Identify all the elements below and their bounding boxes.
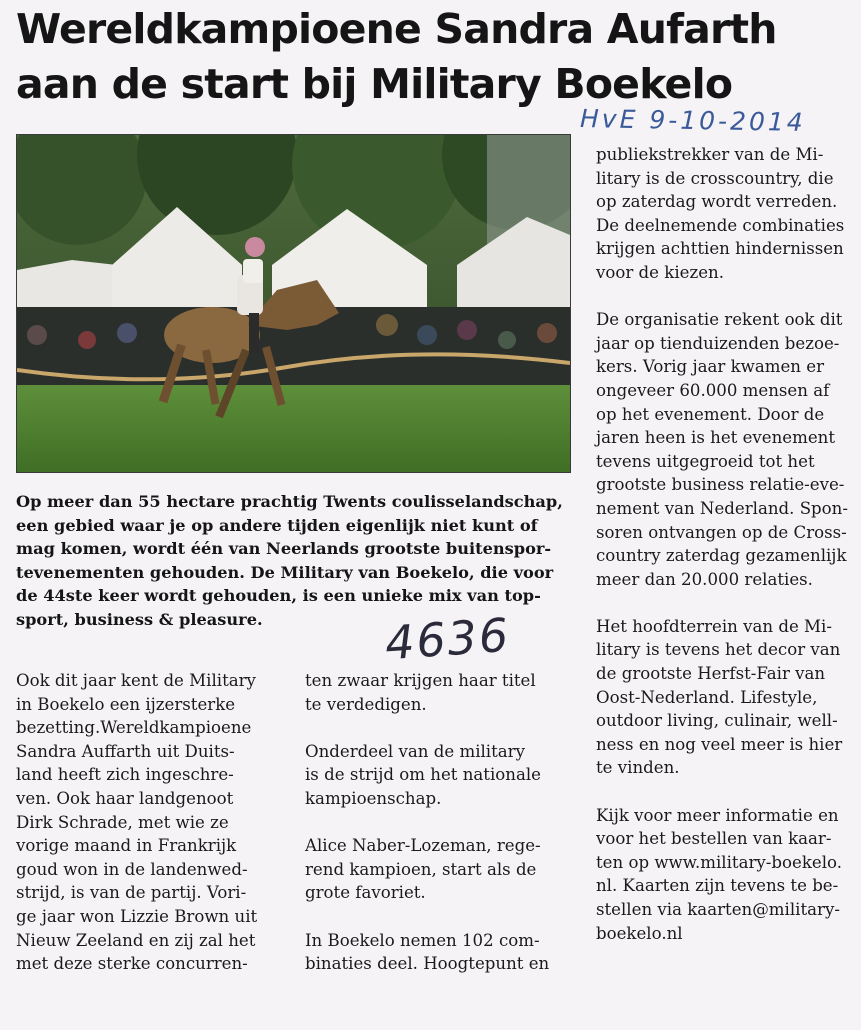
text-line: De deelnemende combinaties: [596, 215, 845, 235]
text-line: op het evenement. Door de: [596, 404, 825, 424]
text-line: jaren heen is het evenement: [596, 428, 836, 448]
text-line: ven. Ook haar landgenoot: [16, 788, 234, 808]
intro-line: mag komen, wordt één van Neerlands grootste buitenspor-: [16, 539, 552, 558]
text-line: kampioenschap.: [305, 788, 442, 808]
text-line: is de strijd om het nationale: [305, 765, 541, 785]
intro-line: sport, business & pleasure.: [16, 609, 263, 629]
horse-rider-photo: [16, 134, 571, 473]
text-line: op zaterdag wordt verreden.: [596, 192, 838, 212]
text-line: Oost-Nederland. Lifestyle,: [596, 687, 818, 707]
article-column-right: [596, 143, 858, 969]
text-line: In Boekelo nemen 102 com-: [305, 930, 540, 950]
text-line: meer dan 20.000 relaties.: [596, 569, 813, 589]
article-column-left: [16, 669, 286, 999]
text-line: met deze sterke concurren-: [16, 954, 248, 974]
handwritten-date-annotation: HvE 9-10-2014: [579, 104, 806, 137]
text-line: Dirk Schrade, met wie ze: [16, 812, 229, 832]
text-line: ge jaar won Lizzie Brown uit: [16, 906, 258, 926]
text-line: ongeveer 60.000 mensen af: [596, 380, 830, 400]
intro-line: tevenementen gehouden. De Military van Boekelo, die voor: [16, 562, 554, 582]
text-line: nl. Kaarten zijn tevens te be-: [596, 876, 839, 896]
text-line: litary is de crosscountry, die: [596, 168, 834, 188]
headline: [16, 2, 856, 112]
text-line: publiekstrekker van de Mi-: [596, 145, 824, 164]
text-line: ness en nog veel meer is hier: [596, 734, 843, 754]
text-line: Onderdeel van de military: [305, 741, 525, 761]
text-line: soren ontvangen op de Cross-: [596, 522, 847, 542]
text-line: De organisatie rekent ook dit: [596, 310, 843, 330]
text-line: country zaterdag gezamenlijk: [596, 546, 847, 566]
text-line: nement van Nederland. Spon-: [596, 498, 848, 518]
text-line: boekelo.nl: [596, 923, 683, 943]
text-line: strijd, is van de partij. Vori-: [16, 883, 247, 903]
article-column-middle: [305, 669, 573, 999]
text-line: Kijk voor meer informatie en: [596, 805, 839, 825]
text-line: goud won in de landenwed-: [16, 859, 248, 879]
text-line: tevens uitgegroeid tot het: [596, 451, 815, 471]
text-line: krijgen achttien hindernissen: [596, 239, 844, 259]
column-paragraph: [305, 929, 573, 976]
column-paragraph: [305, 669, 573, 716]
headline-line-1: Wereldkampioene Sandra Aufarth: [16, 5, 777, 53]
text-line: Ook dit jaar kent de Military: [16, 671, 256, 690]
headline-line-2: aan de start bij Military Boekelo: [16, 60, 733, 108]
text-line: land heeft zich ingeschre-: [16, 765, 234, 785]
text-line: te verdedigen.: [305, 694, 427, 714]
text-line: jaar op tienduizenden bezoe-: [596, 333, 840, 353]
text-line: Alice Naber-Lozeman, rege-: [305, 836, 541, 856]
text-line: Nieuw Zeeland en zij zal het: [16, 930, 256, 950]
text-line: te vinden.: [596, 758, 680, 778]
text-line: ten op www.military-boekelo.: [596, 852, 842, 872]
text-line: kers. Vorig jaar kwamen er: [596, 357, 825, 377]
text-line: ten zwaar krijgen haar titel: [305, 671, 536, 690]
intro-line: de 44ste keer wordt gehouden, is een unieke mix van top-: [16, 586, 541, 605]
text-line: litary is tevens het decor van: [596, 640, 841, 660]
column-paragraph: [596, 615, 858, 780]
column-paragraph: [596, 804, 858, 946]
column-paragraph: [596, 308, 858, 591]
text-line: bezetting.Wereldkampioene: [16, 718, 252, 738]
column-paragraph: [305, 834, 573, 905]
text-line: outdoor living, culinair, well-: [596, 711, 838, 731]
text-line: Sandra Auffarth uit Duits-: [16, 741, 235, 761]
text-line: binaties deel. Hoogtepunt en: [305, 954, 550, 974]
text-line: Het hoofdterrein van de Mi-: [596, 616, 832, 636]
text-line: voor de kiezen.: [596, 262, 724, 282]
text-line: grootste business relatie-eve-: [596, 475, 845, 495]
text-line: de grootste Herfst-Fair van: [596, 664, 826, 684]
intro-line: Op meer dan 55 hectare prachtig Twents coulisselandschap,: [16, 492, 563, 511]
column-paragraph: [596, 143, 858, 285]
text-line: vorige maand in Frankrijk: [16, 836, 237, 856]
column-paragraph: [16, 669, 286, 976]
text-line: in Boekelo een ijzersterke: [16, 694, 236, 714]
handwritten-number-annotation: 4636: [383, 607, 512, 671]
text-line: grote favoriet.: [305, 883, 426, 903]
column-paragraph: [305, 740, 573, 811]
text-line: stellen via kaarten@military-: [596, 900, 840, 919]
intro-line: een gebied waar je op andere tijden eigenlijk niet kunt of: [16, 515, 538, 535]
text-line: rend kampioen, start als de: [305, 859, 537, 879]
text-line: voor het bestellen van kaar-: [596, 829, 832, 849]
